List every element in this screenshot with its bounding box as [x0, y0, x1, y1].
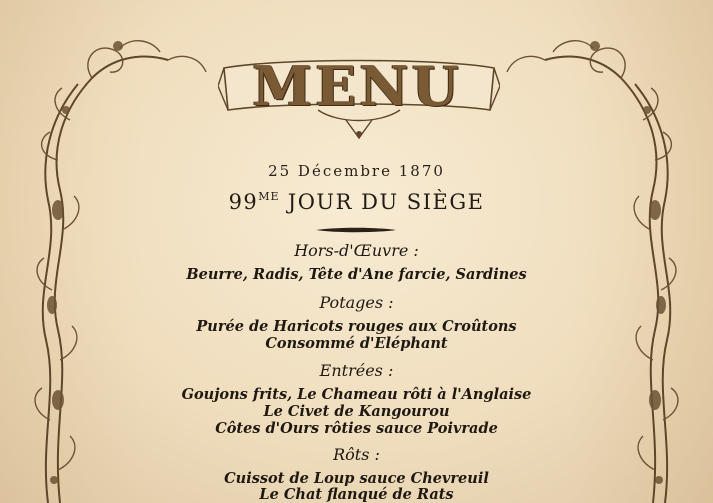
- dish-item: Le Chat flanqué de Rats: [259, 486, 454, 503]
- dish-item: Consommé d'Eléphant: [265, 335, 448, 352]
- menu-title: MENU: [252, 54, 462, 118]
- dish-item: Beurre, Radis, Tête d'Ane farcie, Sardines: [186, 266, 527, 283]
- course-heading-potages: Potages :: [319, 293, 394, 312]
- siege-day: [0, 190, 713, 214]
- siege-superscript: ME: [258, 190, 280, 203]
- menu-date: 25 Décembre 1870: [268, 162, 445, 180]
- siege-text: JOUR DU SIÈGE: [287, 190, 485, 214]
- dish-item: Cuissot de Loup sauce Chevreuil: [224, 470, 489, 487]
- course-heading-entrees: Entrées :: [319, 361, 394, 380]
- course-heading-rots: Rôts :: [333, 445, 380, 464]
- dish-item: Goujons frits, Le Chameau rôti à l'Anglaise: [181, 386, 532, 403]
- dish-item: Purée de Haricots rouges aux Croûtons: [196, 318, 517, 335]
- divider-rule: [316, 226, 396, 234]
- dish-item: Le Civet de Kangourou: [263, 403, 450, 420]
- course-heading-hors-doeuvre: Hors-d'Œuvre :: [294, 241, 419, 260]
- dish-item: Côtes d'Ours rôties sauce Poivrade: [215, 420, 498, 437]
- siege-number: 99: [228, 190, 259, 214]
